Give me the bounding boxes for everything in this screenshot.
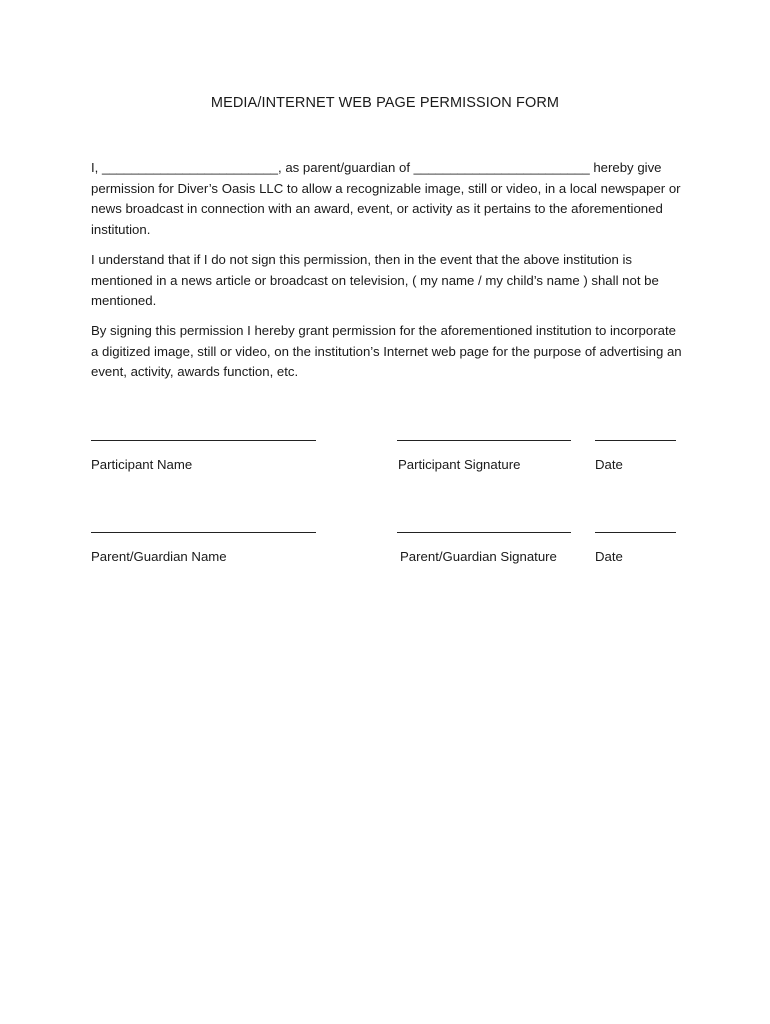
guardian-signature-line[interactable] — [397, 532, 571, 533]
participant-date-label: Date — [595, 457, 623, 472]
guardian-name-line[interactable] — [91, 532, 316, 533]
form-title: MEDIA/INTERNET WEB PAGE PERMISSION FORM — [210, 95, 560, 111]
guardian-date-label: Date — [595, 549, 623, 564]
participant-name-label: Participant Name — [91, 457, 193, 472]
participant-signature-label: Participant Signature — [398, 457, 521, 472]
web-page-permission-paragraph: By signing this permission I hereby grant permission for the aforementioned institution to incorporate a digitized image, still or video, on the institution’s Internet web page for the purpose of advertising an event, activity, awards function, etc. — [91, 323, 682, 379]
permission-paragraph: I, ________________________, as parent/guardian of ________________________ hereby give permission for Diver’s Oasis LLC to allow a recognizable image, still or video, in a local newspaper or news broadcast in connection with an award, event, or activity as it pertains to the aforementioned institution. — [91, 160, 681, 237]
guardian-name-label: Parent/Guardian Name — [91, 549, 227, 564]
participant-signature-line[interactable] — [397, 440, 571, 441]
participant-date-line[interactable] — [595, 440, 676, 441]
guardian-signature-label: Parent/Guardian Signature — [400, 549, 557, 564]
non-consent-paragraph: I understand that if I do not sign this permission, then in the event that the above institution is mentioned in a news article or broadcast on television, ( my name / my child’s name ) shall not be mentioned. — [91, 252, 659, 308]
guardian-date-line[interactable] — [595, 532, 676, 533]
participant-name-line[interactable] — [91, 440, 316, 441]
